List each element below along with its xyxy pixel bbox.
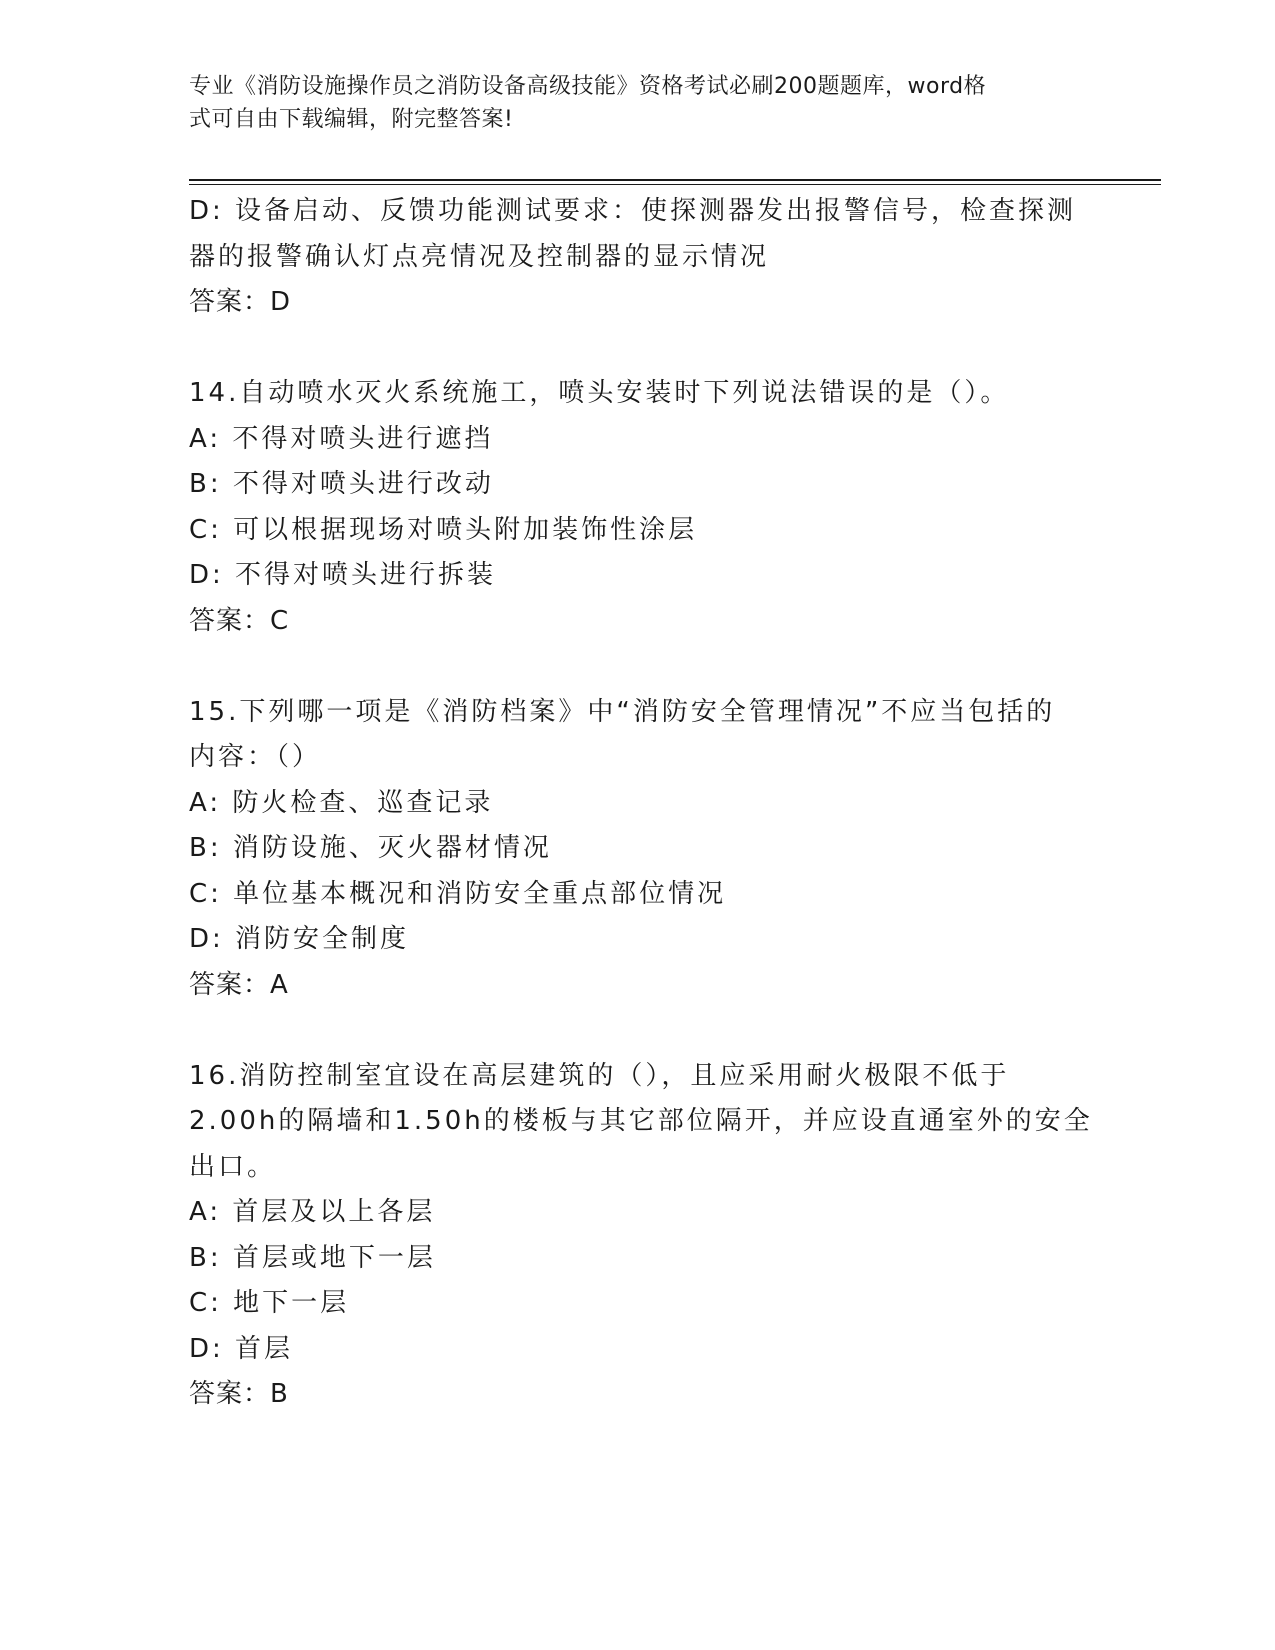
question-15 [189,690,1089,1009]
header-rule-thick [189,179,1161,181]
spacer [189,1008,1089,1054]
q16-option-c: C: 地下一层 [189,1288,350,1318]
q16-answer: 答案：B [189,1379,289,1409]
spacer [189,326,1089,372]
q15-option-c: C: 单位基本概况和消防安全重点部位情况 [189,878,727,909]
q16-option-d: D: 首层 [189,1333,294,1364]
document-header [189,70,1089,136]
q13-answer: 答案：D [189,287,292,317]
spacer [189,644,1089,690]
q15-option-d: D: 消防安全制度 [189,924,410,954]
q14-stem: 14.自动喷水灭火系统施工，喷头安装时下列说法错误的是（）。 [189,378,1010,408]
header-line-1: 专业《消防设施操作员之消防设备高级技能》资格考试必刷200题题库，word格 [189,74,987,99]
q16-stem-line-3: 出口。 [189,1151,277,1182]
question-14 [189,371,1089,644]
q15-option-b: B: 消防设施、灭火器材情况 [189,833,552,863]
q13-option-d-line-2: 器的报警确认灯点亮情况及控制器的显示情况 [189,241,770,272]
q16-stem-line-2: 2.00h的隔墙和1.50h的楼板与其它部位隔开，并应设直通室外的安全 [189,1106,1093,1136]
q14-answer: 答案：C [189,605,290,636]
q14-option-d: D: 不得对喷头进行拆装 [189,560,497,590]
q14-option-a: A: 不得对喷头进行遮挡 [189,423,494,454]
q14-option-c: C: 可以根据现场对喷头附加装饰性涂层 [189,514,698,545]
q13-option-d-line-1: D: 设备启动、反馈功能测试要求：使探测器发出报警信号，检查探测 [189,196,1077,226]
header-line-2: 式可自由下载编辑，附完整答案! [189,107,514,132]
question-16 [189,1054,1093,1418]
header-rule-thin [189,184,1161,185]
q15-answer: 答案：A [189,969,289,1000]
question-13-tail [189,189,1089,326]
q14-option-b: B: 不得对喷头进行改动 [189,469,494,499]
q16-stem-line-1: 16.消防控制室宜设在高层建筑的（），且应采用耐火极限不低于 [189,1060,1010,1091]
question-content [189,189,1093,1418]
q15-option-a: A: 防火检查、巡查记录 [189,787,494,818]
q16-option-b: B: 首层或地下一层 [189,1242,436,1273]
q15-stem-line-1: 15.下列哪一项是《消防档案》中“消防安全管理情况”不应当包括的 [189,696,1056,727]
q15-stem-line-2: 内容：（） [189,742,322,772]
q16-option-a: A: 首层及以上各层 [189,1197,436,1227]
